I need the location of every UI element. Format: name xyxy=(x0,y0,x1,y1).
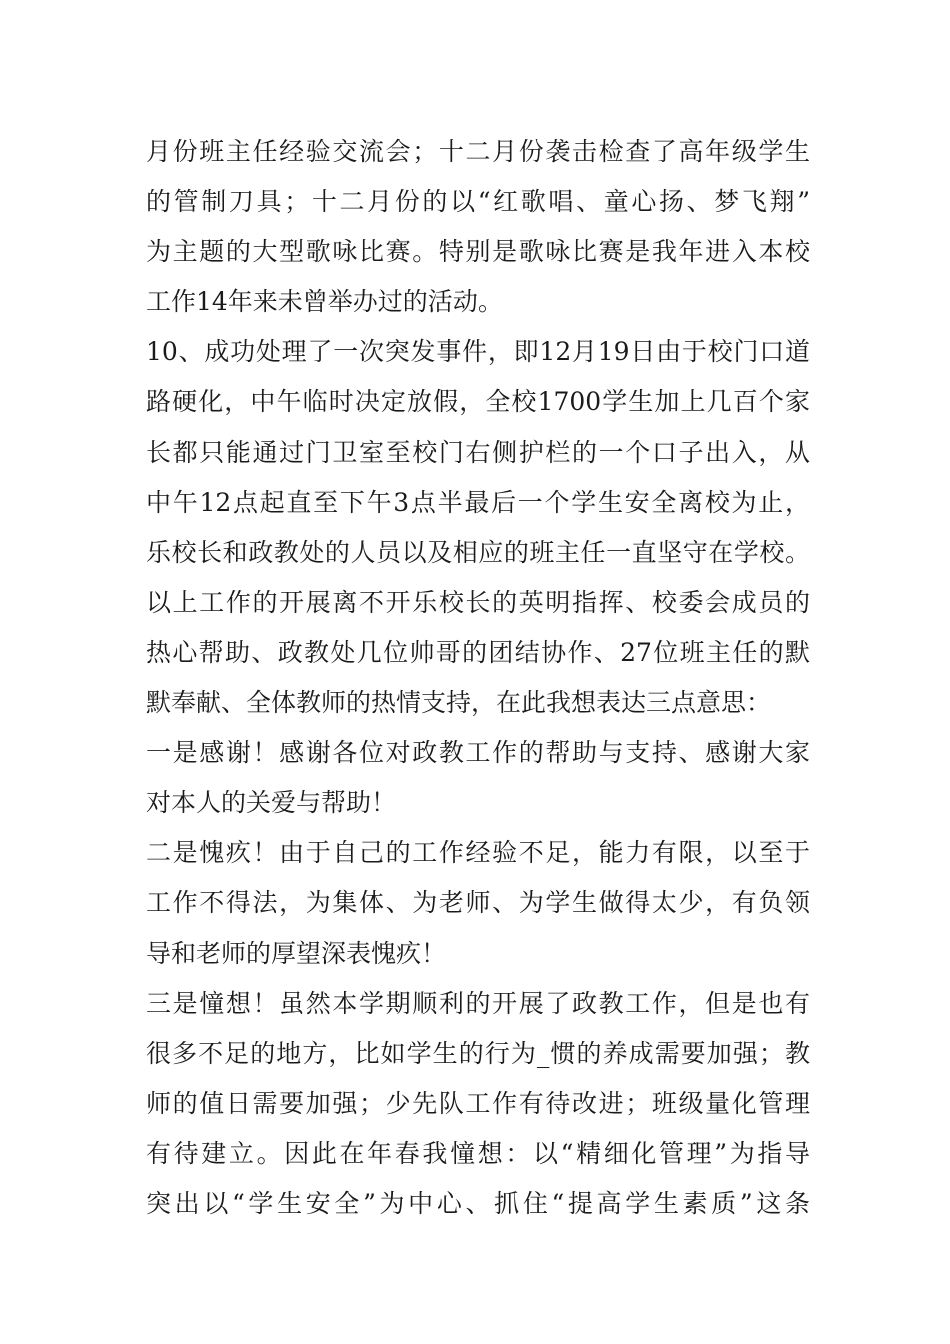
text-line: 一是感谢！感谢各位对政教工作的帮助与支持、感谢大家 xyxy=(146,738,810,768)
text-line: 突出以“学生安全”为中心、抓住“提高学生素质”这条 xyxy=(146,1188,810,1218)
text-line: 长都只能通过门卫室至校门右侧护栏的一个口子出入，从 xyxy=(146,437,810,467)
text-line: 路硬化，中午临时决定放假，全校1700学生加上几百个家 xyxy=(146,387,810,417)
text-line: 中午12点起直至下午3点半最后一个学生安全离校为止， xyxy=(146,487,810,517)
text-line: 工作不得法，为集体、为老师、为学生做得太少，有负领 xyxy=(146,888,810,918)
text-line: 对本人的关爱与帮助！ xyxy=(146,788,397,818)
text-line: 的管制刀具；十二月份的以“红歌唱、童心扬、梦飞翔” xyxy=(146,187,810,217)
text-line: 默奉献、全体教师的热情支持，在此我想表达三点意思： xyxy=(146,688,772,718)
text-line: 以上工作的开展离不开乐校长的英明指挥、校委会成员的 xyxy=(146,587,810,617)
document-body xyxy=(146,127,810,1229)
text-line: 热心帮助、政教处几位帅哥的团结协作、27位班主任的默 xyxy=(146,637,810,667)
text-line: 为主题的大型歌咏比赛。特别是歌咏比赛是我年进入本校 xyxy=(146,237,810,267)
text-line: 10、成功处理了一次突发事件，即12月19日由于校门口道 xyxy=(146,337,810,367)
text-line: 工作14年来未曾举办过的活动。 xyxy=(146,287,503,317)
text-line: 月份班主任经验交流会；十二月份袭击检查了高年级学生 xyxy=(146,137,810,166)
text-line: 师的值日需要加强；少先队工作有待改进；班级量化管理 xyxy=(146,1088,810,1118)
text-line: 三是憧想！虽然本学期顺利的开展了政教工作，但是也有 xyxy=(146,988,810,1018)
text-line: 有待建立。因此在年春我憧想：以“精细化管理”为指导 xyxy=(146,1138,810,1168)
text-line: 乐校长和政教处的人员以及相应的班主任一直坚守在学校。 xyxy=(146,537,810,567)
text-line: 导和老师的厚望深表愧疚！ xyxy=(146,938,447,968)
text-line: 二是愧疚！由于自己的工作经验不足，能力有限，以至于 xyxy=(146,838,810,868)
text-line: 很多不足的地方，比如学生的行为_惯的养成需要加强；教 xyxy=(146,1038,810,1068)
